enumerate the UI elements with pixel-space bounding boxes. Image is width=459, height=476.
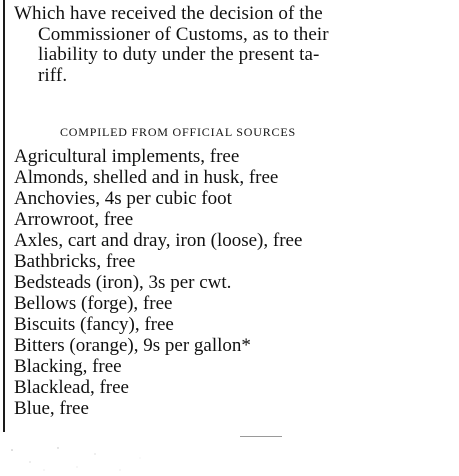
intro-line: riff.	[38, 64, 68, 86]
tariff-list	[14, 146, 302, 419]
list-item: Bitters (orange), 9s per gallon*	[14, 335, 251, 356]
intro-line: liability to duty under the present ta-	[38, 44, 320, 65]
list-item: Blacklead, free	[14, 377, 129, 398]
list-item: Bathbricks, free	[14, 251, 136, 272]
intro-line: Which have received the decision of the	[14, 3, 323, 24]
list-item: Bellows (forge), free	[14, 293, 173, 314]
print-speckles	[0, 440, 220, 474]
subheading: COMPILED FROM OFFICIAL SOURCES	[60, 125, 296, 139]
column-rule	[3, 0, 5, 432]
list-item: Biscuits (fancy), free	[14, 314, 174, 335]
list-item: Almonds, shelled and in husk, free	[14, 167, 279, 188]
intro-line: Commissioner of Customs, as to their	[38, 23, 329, 45]
list-item: Blue, free	[14, 398, 89, 419]
list-item: Anchovies, 4s per cubic foot	[14, 188, 232, 209]
list-item: Bedsteads (iron), 3s per cwt.	[14, 272, 232, 293]
list-item: Blacking, free	[14, 356, 122, 377]
list-item: Axles, cart and dray, iron (loose), free	[14, 230, 303, 251]
list-item: Agricultural implements, free	[14, 146, 240, 167]
intro-paragraph	[14, 4, 454, 86]
separator-rule	[240, 436, 282, 437]
list-item: Arrowroot, free	[14, 209, 134, 230]
